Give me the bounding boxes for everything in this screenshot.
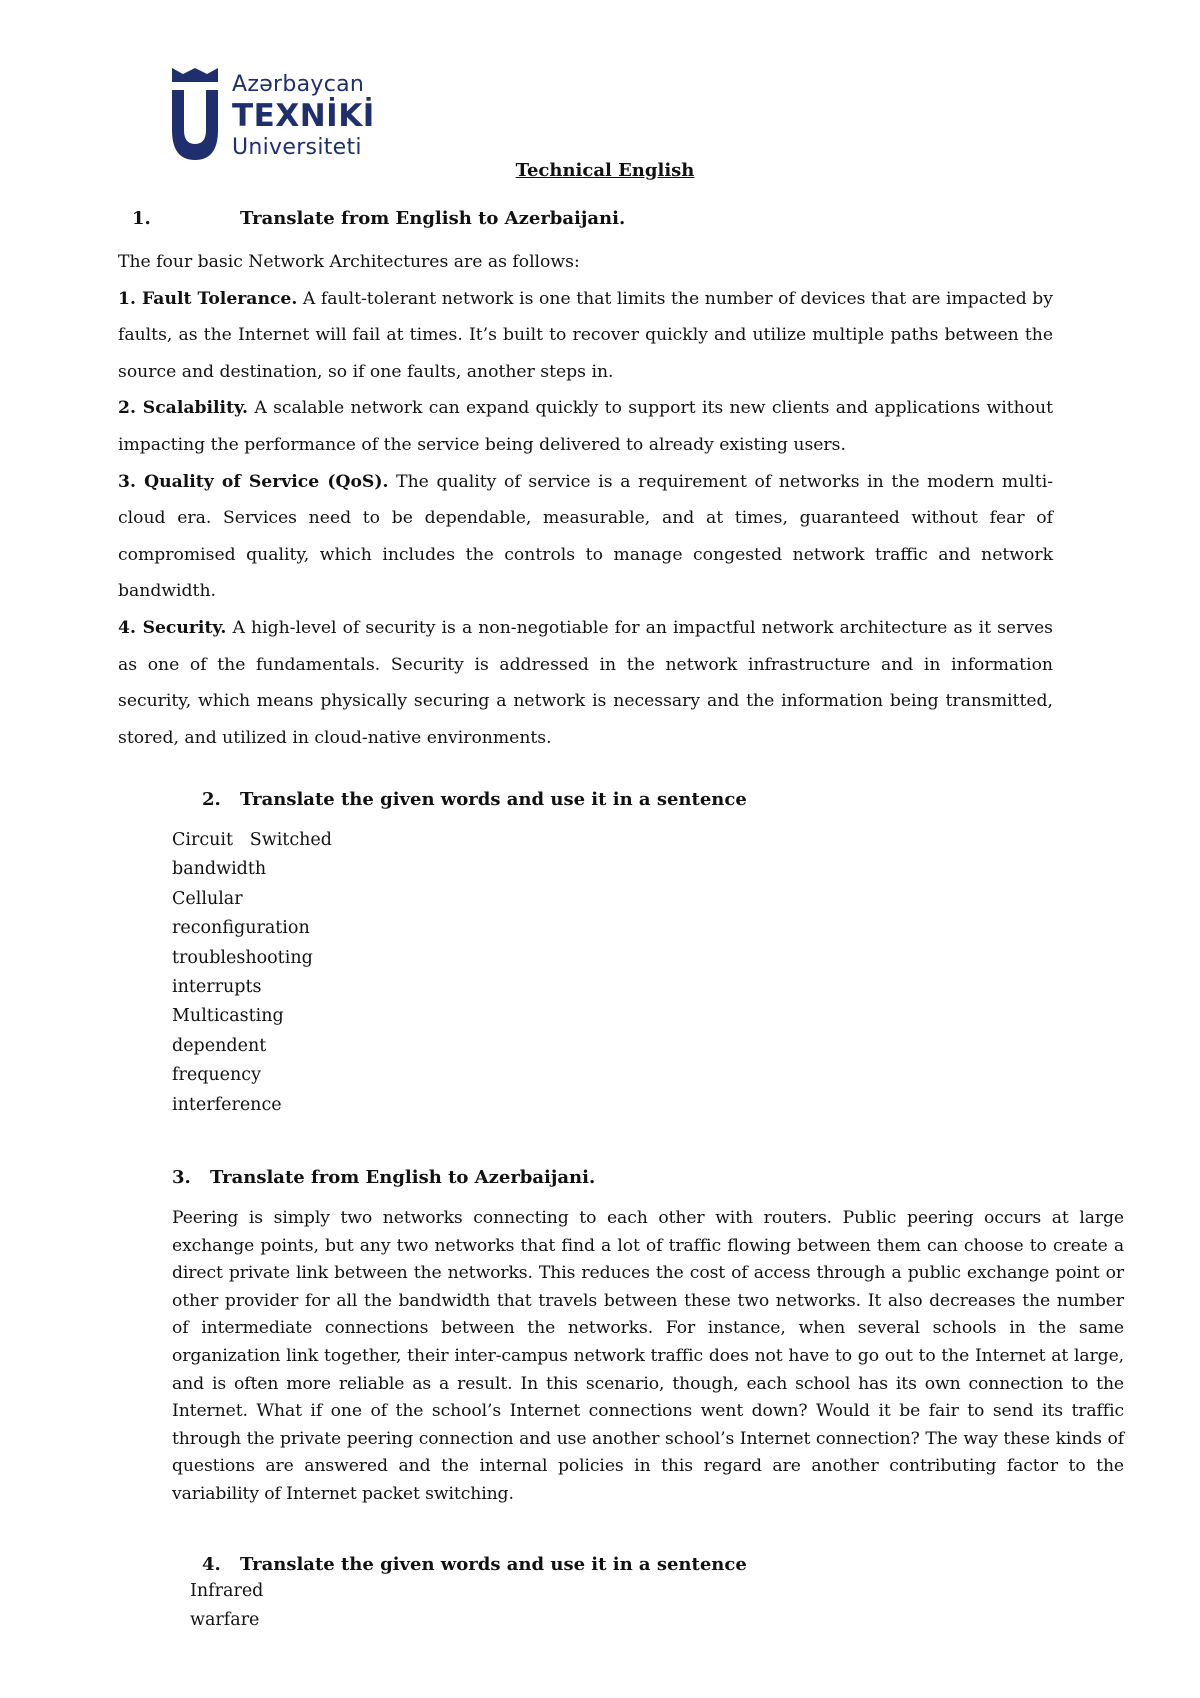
list-item: reconfiguration xyxy=(172,918,310,939)
item-label: 3. Quality of Service (QoS). xyxy=(118,471,389,492)
list-item: bandwidth xyxy=(172,859,267,880)
section-3-title: Translate from English to Azerbaijani. xyxy=(210,1167,596,1188)
university-logo-mark-icon xyxy=(172,68,218,162)
list-item: interrupts xyxy=(172,977,262,998)
section-1-body xyxy=(118,244,1053,756)
section-4-word-list xyxy=(190,1577,263,1635)
section-1-intro: The four basic Network Architectures are as follows: xyxy=(118,252,580,272)
list-item: Cellular xyxy=(172,888,243,909)
section-2-heading xyxy=(202,789,747,810)
architecture-item-security xyxy=(118,610,1053,756)
logo-line-2: TEXNİKİ xyxy=(232,98,375,134)
section-4-heading xyxy=(202,1554,747,1575)
section-1-number: 1. xyxy=(132,208,151,229)
university-logo xyxy=(172,68,402,168)
section-1-heading xyxy=(132,208,625,229)
list-item: Multicasting xyxy=(172,1006,284,1027)
section-1-title: Translate from English to Azerbaijani. xyxy=(240,208,626,229)
item-text: A fault-tolerant network is one that limits the number of devices that are impacted by faults, as the Internet will fail at times. It’s built to recover quickly and utilize multiple paths between the source and destination, so if one faults, another steps in. xyxy=(118,288,1053,382)
section-2-number: 2. xyxy=(202,789,221,810)
architecture-item-scalability xyxy=(118,390,1053,463)
section-2-title: Translate the given words and use it in a sentence xyxy=(240,789,747,810)
architecture-item-qos xyxy=(118,464,1053,610)
section-2-word-list xyxy=(172,826,332,1120)
logo-line-3: Universiteti xyxy=(232,135,362,160)
list-item: interference xyxy=(172,1094,282,1115)
list-item: warfare xyxy=(190,1610,260,1630)
item-text: A high-level of security is a non-negotiable for an impactful network architecture as it serves as one of the fundamentals. Security is addressed in the network infrastructure and in information security, which means physically securing a network is necessary and the information being transmitted, stored, and utilized in cloud-native environments. xyxy=(118,617,1054,748)
list-item: Infrared xyxy=(190,1581,264,1601)
architecture-item-fault-tolerance xyxy=(118,281,1053,391)
logo-line-1: Azərbaycan xyxy=(232,72,365,97)
item-text: A scalable network can expand quickly to support its new clients and applications without impacting the performance of the service being delivered to already existing users. xyxy=(118,398,1054,455)
item-label: 4. Security. xyxy=(118,617,227,638)
section-3-heading xyxy=(172,1167,595,1188)
section-3-number: 3. xyxy=(172,1167,191,1188)
section-4-number: 4. xyxy=(202,1554,221,1575)
list-item: Circuit Switched xyxy=(172,830,332,850)
item-label: 2. Scalability. xyxy=(118,398,249,419)
university-logo-text xyxy=(232,72,375,162)
document-title: Technical English xyxy=(515,160,695,181)
list-item: frequency xyxy=(172,1065,261,1086)
item-label: 1. Fault Tolerance. xyxy=(118,288,298,309)
list-item: dependent xyxy=(172,1035,267,1056)
list-item: troubleshooting xyxy=(172,947,313,968)
section-4-title: Translate the given words and use it in a sentence xyxy=(240,1554,747,1575)
section-3-paragraph: Peering is simply two networks connecting to each other with routers. Public peering occurs at large exchange points, but any two networks that find a lot of traffic flowing between them can choose to create a direct private link between the networks. This reduces the cost of access through a public exchange point or other provider for all the bandwidth that travels between these two networks. It also decreases the number of intermediate connections between the networks. For instance, when several schools in the same organization link together, their inter-campus network traffic does not have to go out to the Internet at large, and is often more reliable as a result. In this scenario, though, each school has its own connection to the Internet. What if one of the school’s Internet connections went down? Would it be fair to send its traffic through the private peering connection and use another school’s Internet connection? The way these kinds of questions are answered and the internal policies in this regard are another contributing factor to the variability of Internet packet switching. xyxy=(172,1208,1124,1504)
item-text: The quality of service is a requirement of networks in the modern multi-cloud era. Services need to be dependable, measurable, and at times, guaranteed without fear of compromised quality, which includes the controls to manage congested network traffic and network bandwidth. xyxy=(118,471,1053,602)
